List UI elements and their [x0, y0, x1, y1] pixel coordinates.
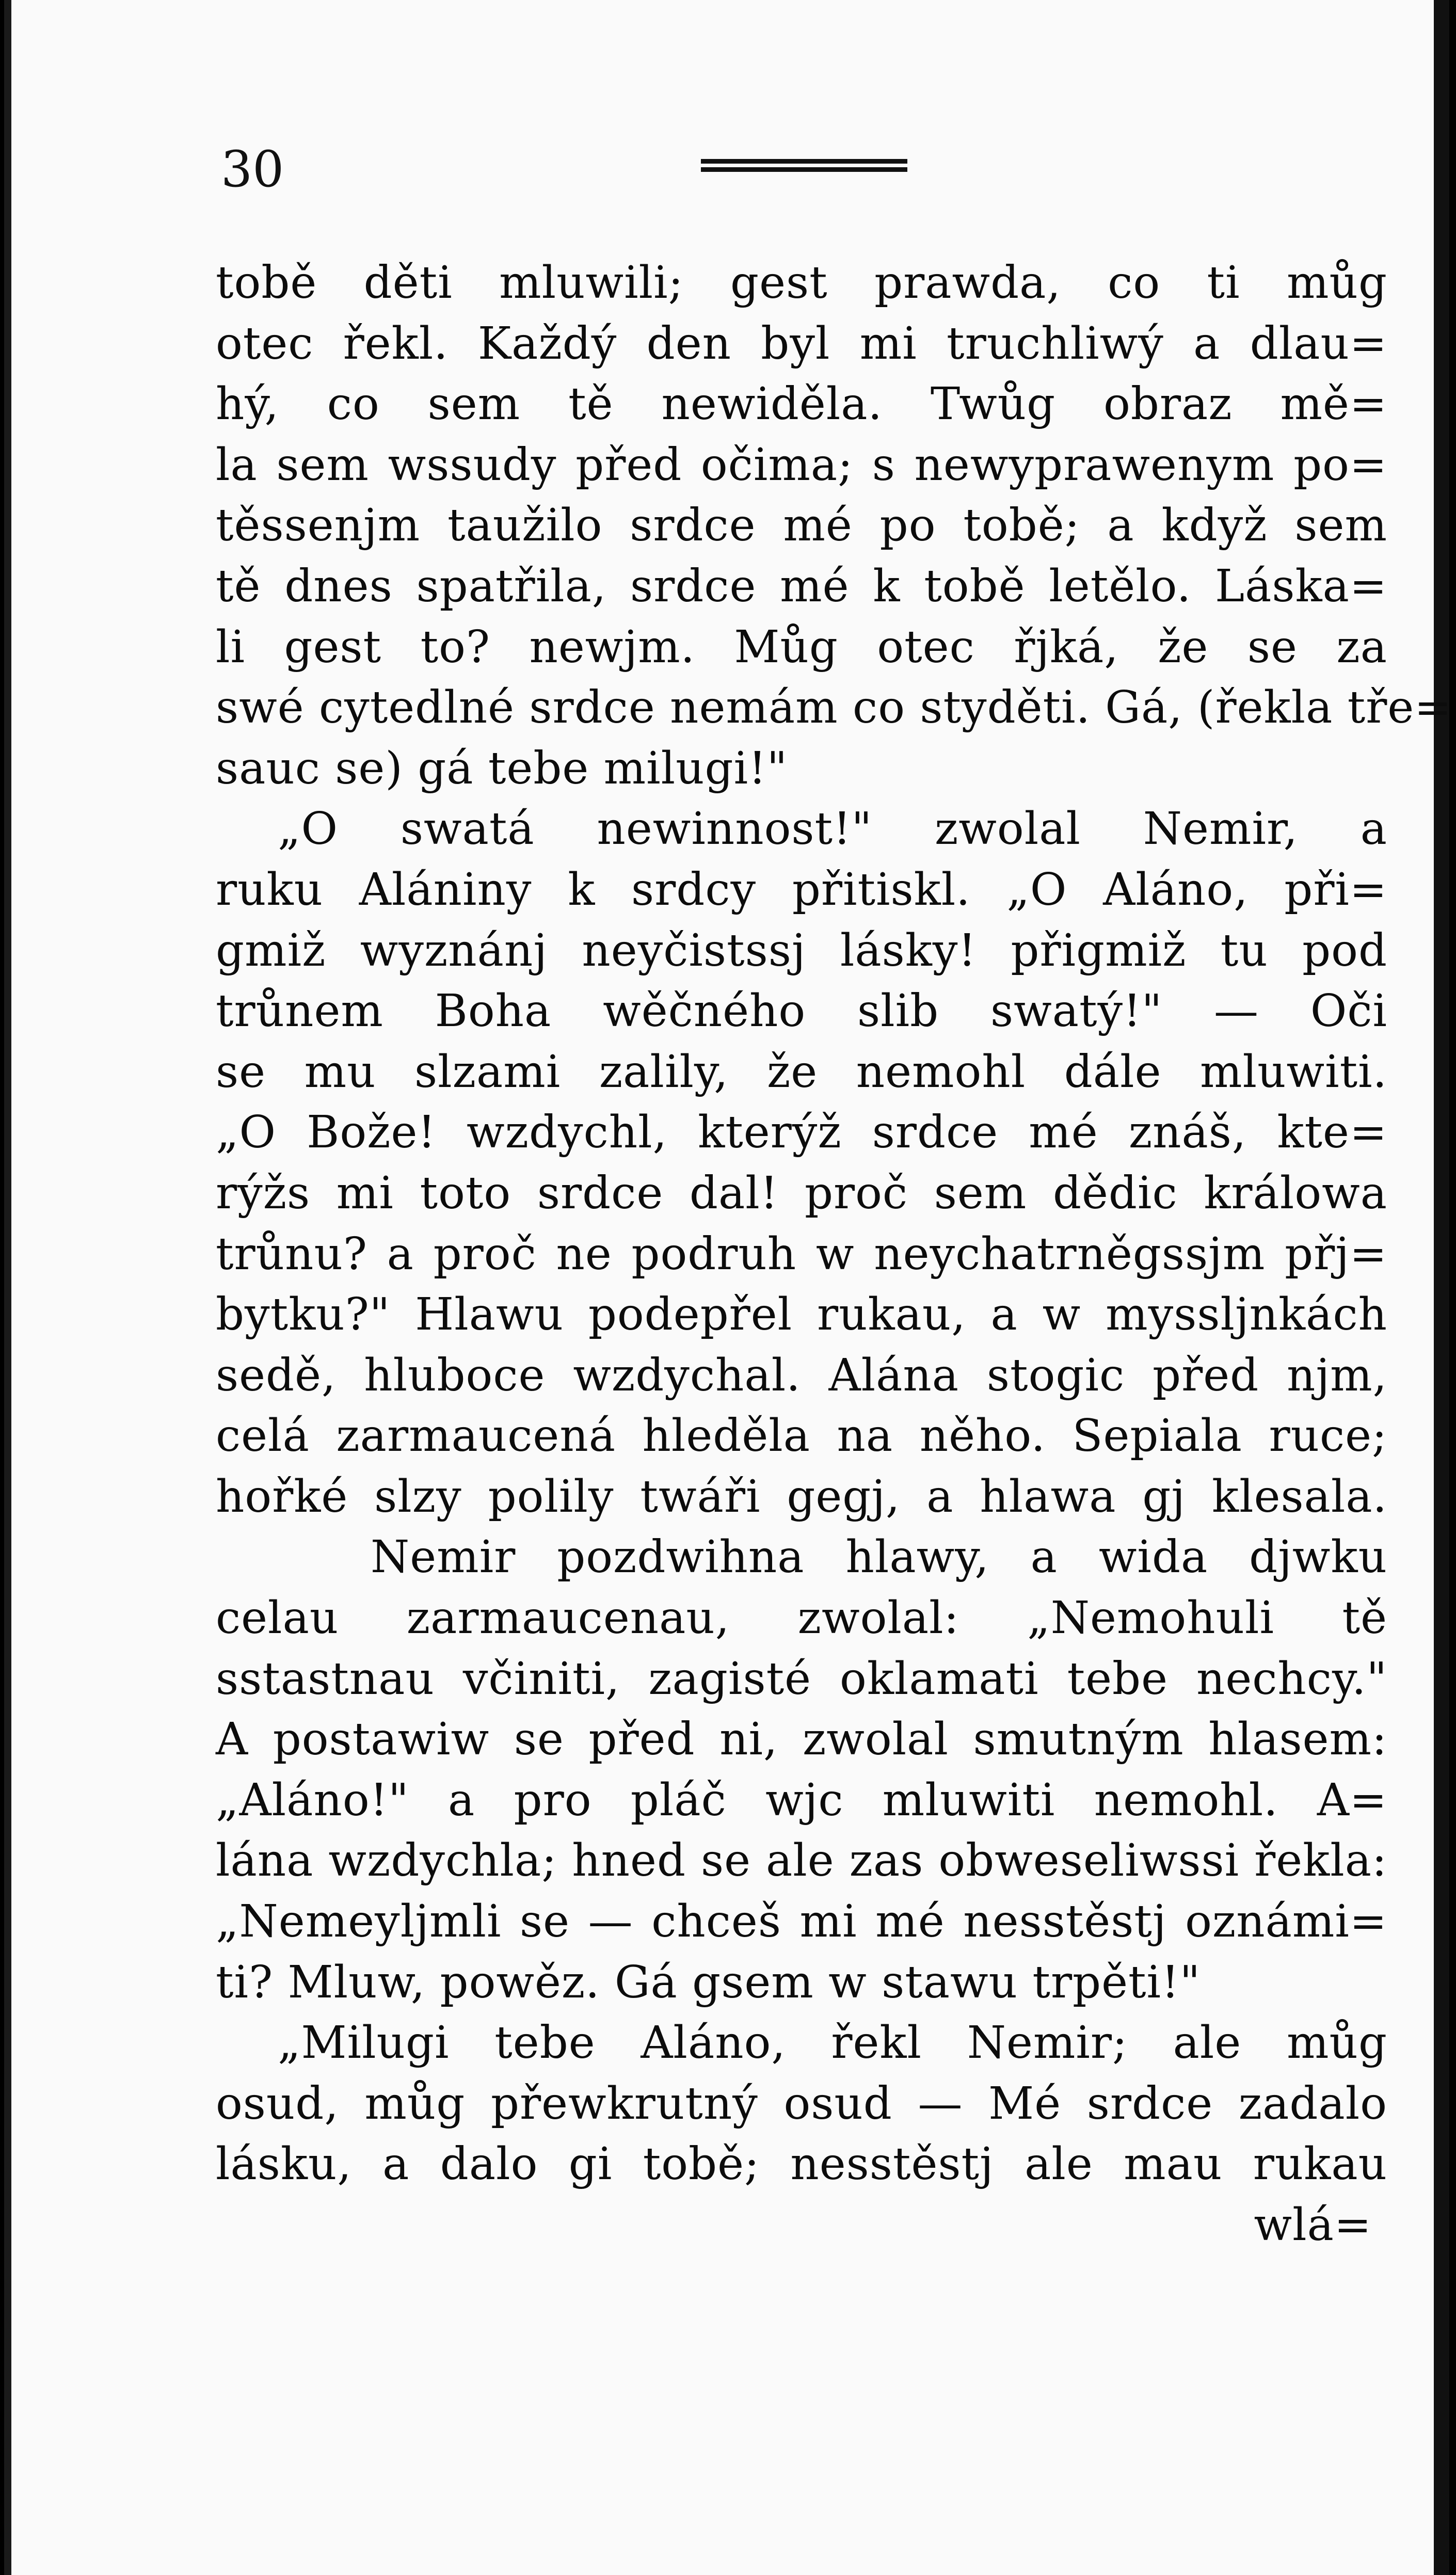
- text-line: bytku?" Hlawu podepřel rukau, a w myssljnkách: [216, 1289, 1387, 1341]
- text-line: „Nemeylјmli se — chceš mi mé nesstěstj oznámi=: [216, 1896, 1387, 1948]
- text-line: trůnu? a proč ne podruh w neychatrněgssjm přj=: [216, 1228, 1387, 1280]
- text-line: hořké slzy polily twáři gegj, a hlawa gj klesala.: [216, 1470, 1387, 1523]
- text-line: lásku, a dalo gi tobě; nesstěstj ale mau rukau: [216, 2138, 1387, 2190]
- text-line: „Aláno!" a pro pláč wjc mluwiti nemohl. A=: [216, 1774, 1387, 1826]
- text-line: celá zarmaucená hleděla na něho. Sepiala ruce;: [216, 1410, 1387, 1462]
- text-line: hý, co sem tě newiděla. Twůg obraz mě=: [216, 378, 1387, 430]
- text-line: celau zarmaucenau, zwolal: „Nemohuli tě: [216, 1592, 1387, 1644]
- text-line: „O swatá newinnost!" zwolal Nemir, a: [278, 803, 1387, 855]
- text-line: lána wzdychla; hned se ale zas obweseliwssi řekla:: [216, 1835, 1387, 1887]
- text-line: trůnem Boha wěčného slib swatý!" — Oči: [216, 985, 1387, 1037]
- text-line: otec řekl. Každý den byl mi truchliwý a dlau=: [216, 317, 1387, 370]
- page-number: 30: [221, 140, 284, 198]
- body-text: [216, 253, 1452, 2256]
- text-line: „Milugi tebe Aláno, řekl Nemir; ale můg: [278, 2017, 1387, 2069]
- text-line: tě dnes spatřila, srdce mé k tobě letělo. Láska=: [216, 560, 1387, 612]
- text-line: sauc se) gá tebe milugi!": [216, 742, 788, 794]
- text-line: li gest to? newjm. Můg otec řjká, že se za: [216, 621, 1387, 673]
- text-line: gmiž wyznánj neyčistssj lásky! přigmiž tu pod: [216, 924, 1387, 977]
- text-line: A postawiw se před ni, zwolal smutným hlasem:: [216, 1714, 1387, 1766]
- ornamental-rule: [701, 159, 907, 175]
- text-line: swé cytedlné srdce nemám co styděti. Gá, (řekla tře=: [216, 682, 1452, 734]
- text-line: osud, můg přewkrutný osud — Mé srdce zadalo: [216, 2077, 1387, 2130]
- text-line: Nemir pozdwihna hlawy, a wida djwku: [371, 1531, 1387, 1584]
- text-line: sstastnau včiniti, zagisté oklamati tebe nechcy.": [216, 1653, 1387, 1705]
- text-line: ruku Alániny k srdcy přitiskl. „O Aláno, při=: [216, 863, 1387, 916]
- text-line: la sem wssudy před očima; s newyprawenym po=: [216, 439, 1387, 491]
- text-line: tobě děti mluwili; gest prawda, co ti můg: [216, 257, 1387, 309]
- text-line: těssenjm taužilo srdce mé po tobě; a když sem: [216, 500, 1387, 552]
- text-line: ti? Mluw, powěz. Gá gsem w stawu trpěti!": [216, 1956, 1201, 2008]
- book-page: [4, 0, 1452, 2575]
- text-line: „O Bože! wzdychl, kterýž srdce mé znáš, kte=: [216, 1107, 1387, 1159]
- text-line: rýžs mi toto srdce dal! proč sem dědic králowa: [216, 1167, 1387, 1219]
- catchword: wlá=: [1254, 2199, 1372, 2251]
- text-line: se mu slzami zalily, že nemohl dále mluwiti.: [216, 1046, 1387, 1098]
- text-line: sedě, hluboce wzdychal. Alána stogic před njm,: [216, 1349, 1387, 1401]
